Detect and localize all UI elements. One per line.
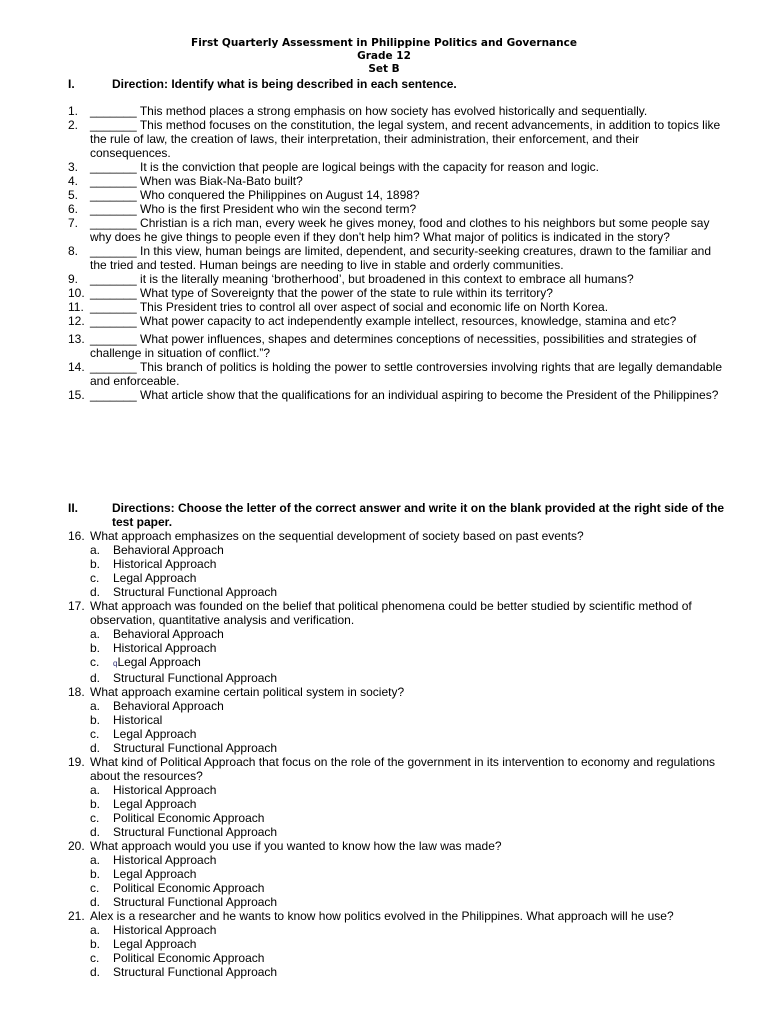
question-number: 18. [68,685,85,699]
question-number: 8. [68,244,79,258]
question-text: What approach was founded on the belief that political phenomena could be better studied by scientific method of observation, quantitative analysis and verification. [90,599,692,627]
question-item [68,388,722,402]
question-item [68,174,722,188]
option-text: Structural Functional Approach [113,585,278,599]
option-letter: d. [90,585,101,599]
option-letter: c. [90,951,100,965]
question-item [68,160,722,174]
question-item [68,216,722,244]
question-item [68,104,722,118]
question-item [68,118,722,160]
stray-mark: q [113,659,118,668]
option-text: Behavioral Approach [113,699,224,713]
question-number: 9. [68,272,79,286]
question-item [68,300,722,314]
answer-option [68,627,722,641]
question-number: 2. [68,118,79,132]
question-number: 1. [68,104,79,118]
question-number: 10. [68,286,85,300]
question-text: What approach would you use if you wanted to know how the law was made? [90,839,502,853]
question-text: What approach emphasizes on the sequential development of society based on past events? [90,529,584,543]
question-item [68,286,722,300]
question-number: 7. [68,216,79,230]
answer-option [68,853,722,867]
question-text: _______ What power influences, shapes and determines conceptions of necessities, possibilities and strategies of challenge in situation of conflict.”? [90,332,697,360]
part2-roman: II. [68,501,79,515]
option-text: Political Economic Approach [113,881,265,895]
question-number: 19. [68,755,85,769]
question-text: Alex is a researcher and he wants to know how politics evolved in the Philippines. What approach will he use? [90,909,674,923]
question-item [68,360,722,388]
answer-option [68,951,722,965]
option-letter: d. [90,965,101,979]
question-text: What approach examine certain political system in society? [90,685,405,699]
part1-items [68,104,722,402]
question-number: 16. [68,529,85,543]
option-text: Structural Functional Approach [113,965,278,979]
option-text: Political Economic Approach [113,951,265,965]
question-item [68,244,722,272]
question-item [68,755,722,783]
question-text: _______ What article show that the qualifications for an individual aspiring to become the President of the Philippines? [90,388,719,402]
part1-roman: I. [68,77,75,91]
question-item [68,685,722,699]
option-text: Legal Approach [117,655,201,669]
part2-questions [68,529,722,979]
option-letter: b. [90,937,101,951]
option-text: Legal Approach [113,937,197,951]
option-text: Legal Approach [113,867,197,881]
question-number: 6. [68,202,79,216]
option-text: Behavioral Approach [113,627,224,641]
question-number: 4. [68,174,79,188]
option-text: Historical [113,713,163,727]
answer-option [68,543,722,557]
option-text: Historical Approach [113,923,217,937]
option-text: Historical Approach [113,853,217,867]
option-text: Legal Approach [113,571,197,585]
option-letter: c. [90,811,100,825]
option-text: Structural Functional Approach [113,825,278,839]
answer-option [68,699,722,713]
option-text: Structural Functional Approach [113,671,278,685]
option-letter: c. [90,727,100,741]
answer-option [68,825,722,839]
question-text: _______ it is the literally meaning ‘brotherhood’, but broadened in this context to embrace all humans? [90,272,634,286]
option-letter: a. [90,853,101,867]
option-letter: b. [90,557,101,571]
question-number: 5. [68,188,79,202]
option-letter: c. [90,571,100,585]
option-text: Legal Approach [113,727,197,741]
part1-direction [68,77,728,91]
option-letter: d. [90,671,101,685]
question-item [68,599,722,627]
option-letter: b. [90,797,101,811]
question-text: _______ This method focuses on the constitution, the legal system, and recent advancements, in addition to topics like the rule of law, the creation of laws, their interpretation, their administration, their enforcement, and their consequences. [90,118,721,160]
question-item [68,202,722,216]
option-letter: d. [90,825,101,839]
grade-label: Grade 12 [357,50,411,62]
option-letter: c. [90,881,100,895]
answer-option [68,585,722,599]
answer-option [68,881,722,895]
question-number: 17. [68,599,85,613]
question-number: 14. [68,360,85,374]
question-text: _______ What power capacity to act independently example intellect, resources, knowledge, stamina and etc? [90,314,677,328]
answer-option [68,557,722,571]
option-letter: a. [90,627,101,641]
question-number: 12. [68,314,85,328]
question-text: _______ Christian is a rich man, every week he gives money, food and clothes to his neighbors but some people say why does he give things to people even if they don't help him? What major of politics is indicated in the story? [90,216,710,244]
option-text: Behavioral Approach [113,543,224,557]
answer-option [68,811,722,825]
answer-option [68,713,722,727]
option-text: Historical Approach [113,783,217,797]
set-label: Set B [368,63,400,75]
answer-option [68,571,722,585]
question-item [68,909,722,923]
answer-option [68,867,722,881]
question-text: _______ This branch of politics is holding the power to settle controversies involving rights that are legally demandable and enforceable. [90,360,722,388]
option-letter: a. [90,783,101,797]
option-letter: d. [90,741,101,755]
part2-direction-text: Directions: Choose the letter of the correct answer and write it on the blank provided at the right side of the test paper. [112,501,725,529]
option-text: Structural Functional Approach [113,895,278,909]
option-letter: a. [90,543,101,557]
question-item [68,314,722,328]
question-item [68,529,722,543]
option-text: Legal Approach [113,797,197,811]
option-letter: c. [90,655,100,669]
question-item [68,272,722,286]
question-number: 21. [68,909,85,923]
option-letter: b. [90,641,101,655]
question-text: _______ This method places a strong emphasis on how society has evolved historically and sequentially. [90,104,648,118]
part1-direction-text: Direction: Identify what is being described in each sentence. [112,77,457,91]
question-text: _______ When was Biak-Na-Bato built? [90,174,303,188]
question-number: 11. [68,300,84,314]
question-number: 15. [68,388,85,402]
option-letter: b. [90,713,101,727]
question-text: _______ Who is the first President who win the second term? [90,202,417,216]
question-text: _______ What type of Sovereignty that the power of the state to rule within its territory? [90,286,553,300]
answer-option [68,937,722,951]
question-item [68,332,722,360]
question-number: 20. [68,839,85,853]
option-text: Historical Approach [113,557,217,571]
exam-title: First Quarterly Assessment in Philippine Politics and Governance [191,37,577,49]
option-text: Historical Approach [113,641,217,655]
option-letter: a. [90,923,101,937]
answer-option [68,797,722,811]
question-number: 3. [68,160,79,174]
option-letter: a. [90,699,101,713]
answer-option [68,895,722,909]
question-text: _______ In this view, human beings are limited, dependent, and security-seeking creatures, drawn to the familiar and the tried and tested. Human beings are needing to live in stable and orderly communities. [90,244,712,272]
answer-option [68,641,722,655]
part2-direction [68,501,728,529]
question-text: _______ This President tries to control all over aspect of social and economic life on North Korea. [90,300,609,314]
option-letter: b. [90,867,101,881]
answer-option [68,655,722,671]
answer-option [68,965,722,979]
option-text: Political Economic Approach [113,811,265,825]
answer-option [68,923,722,937]
answer-option [68,741,722,755]
question-text: _______ Who conquered the Philippines on August 14, 1898? [90,188,420,202]
option-letter: d. [90,895,101,909]
question-text: What kind of Political Approach that focus on the role of the government in its intervention to economy and regulations about the resources? [90,755,716,783]
question-item [68,839,722,853]
question-number: 13. [68,332,85,346]
answer-option [68,727,722,741]
option-text: Structural Functional Approach [113,741,278,755]
answer-option [68,671,722,685]
answer-option [68,783,722,797]
question-item [68,188,722,202]
question-text: _______ It is the conviction that people are logical beings with the capacity for reason and logic. [90,160,599,174]
